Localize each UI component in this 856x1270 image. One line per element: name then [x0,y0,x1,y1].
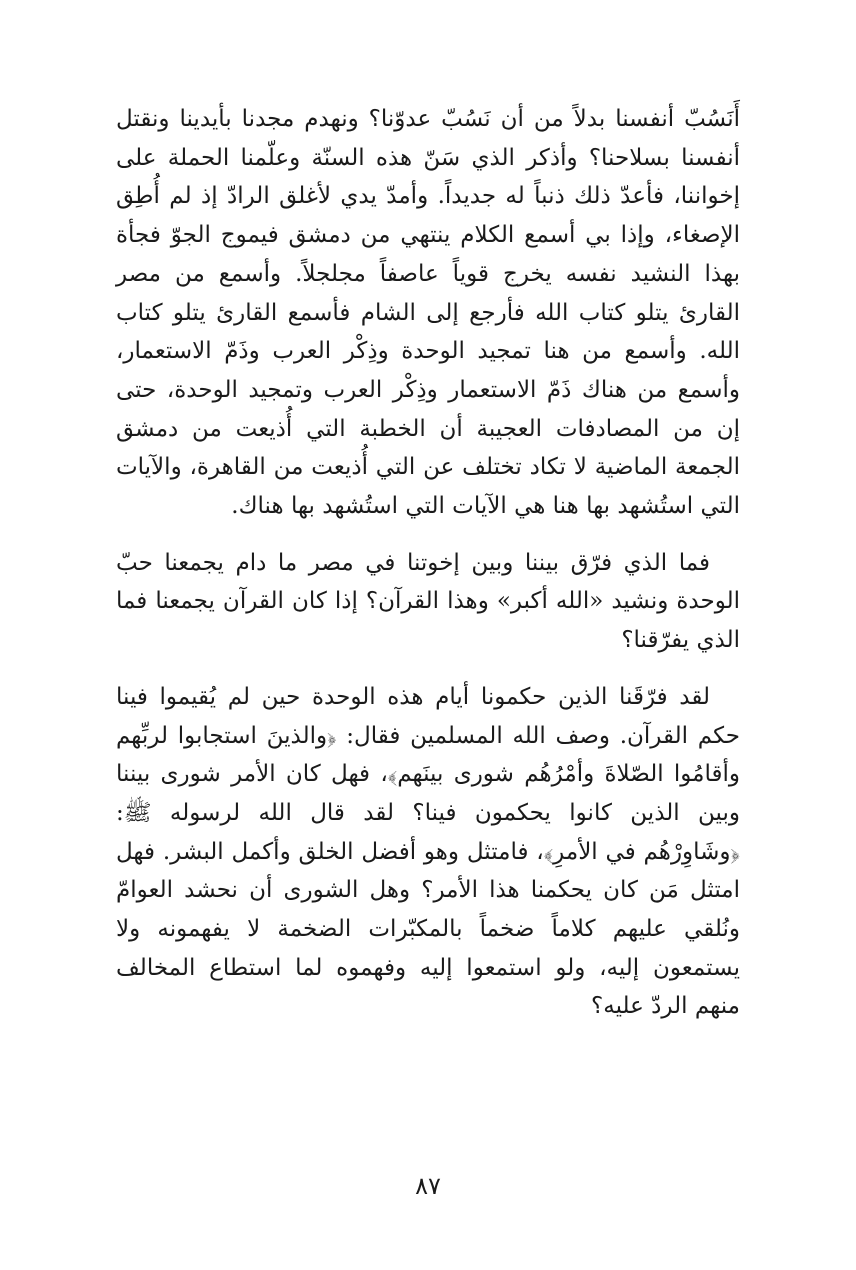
paragraph-2: فما الذي فرّق بيننا وبين إخوتنا في مصر ما دام يجمعنا حبّ الوحدة ونشيد «الله أكبر» وهذا القرآن؟ إذا كان القرآن يجمعنا فما الذي يفرّقنا؟ [116,549,740,654]
page-body [116,100,740,1200]
paragraph-1: أَنَسُبّ أنفسنا بدلاً من أن نَسُبّ عدوّنا؟ ونهدم مجدنا بأيدينا ونقتل أنفسنا بسلاحنا؟ وأذكر الذي سَنّ هذه السنّة وعلّمنا الحملة على إخواننا، فأعدّ ذلك ذنباً له جديداً. وأمدّ يدي لأغلق الرادّ إذ لم أُطِق الإصغاء، وإذا بي أسمع الكلام ينتهي من دمشق فيموج الجوّ فجأة بهذا النشيد نفسه يخرج قوياً عاصفاً مجلجلاً. وأسمع من مصر القارئ يتلو كتاب الله فأرجع إلى الشام فأسمع القارئ يتلو كتاب الله. وأسمع من هنا تمجيد الوحدة وذِكْر العرب وذَمّ الاستعمار، وأسمع من هناك ذَمّ الاستعمار وذِكْر العرب وتمجيد الوحدة، حتى إن من المصادفات العجيبة أن الخطبة التي أُذيعت من دمشق الجمعة الماضية لا تكاد تختلف عن التي أُذيعت من القاهرة، والآيات التي استُشهد بها هنا هي الآيات التي استُشهد بها هناك. [116,106,740,520]
paragraph-3: لقد فرّقَنا الذين حكمونا أيام هذه الوحدة حين لم يُقيموا فينا حكم القرآن. وصف الله المسلمين فقال: ﴿والذينَ استجابوا لربِّهم وأقامُوا الصّلاةَ وأمْرُهُم شورى بينَهم﴾، فهل كان الأمر شورى بيننا وبين الذين كانوا يحكمون فينا؟ لقد قال الله لرسوله ﷺ: ﴿وشَاوِرْهُم في الأمرِ﴾، فامتثل وهو أفضل الخلق وأكمل البشر. فهل امتثل مَن كان يحكمنا هذا الأمر؟ وهل الشورى أن نحشد العوامّ ونُلقي عليهم كلاماً ضخماً بالمكبّرات الضخمة لا يفهمونه ولا يستمعون إليه، ولو استمعوا إليه وفهموه لما استطاع المخالف منهم الردّ عليه؟ [116,683,740,1020]
page-number: ٨٧ [415,1172,441,1200]
